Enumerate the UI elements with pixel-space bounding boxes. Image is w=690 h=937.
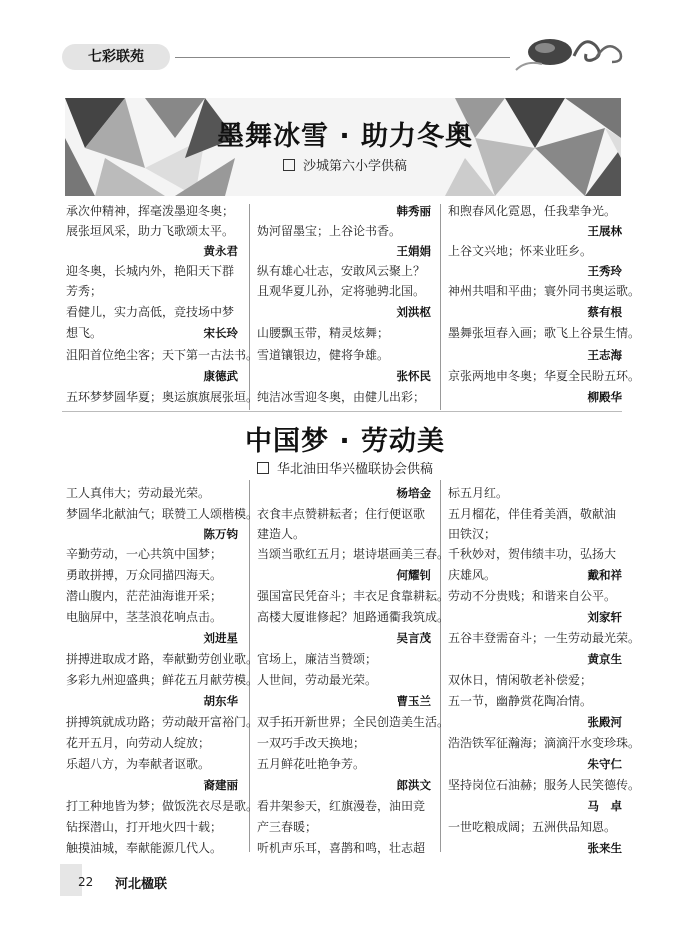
author-name: 刘进星 xyxy=(203,631,238,645)
couplet-line: 听机声乐耳，喜鹊和鸣，壮志超 xyxy=(257,841,426,855)
couplet-line: 触摸油城，奉献能源几代人。 xyxy=(66,841,223,855)
couplet-line: 工人真伟大；劳动最光荣。 xyxy=(66,486,211,500)
couplet-line: 五月榴花，伴佳肴美酒，敬献油 xyxy=(448,507,617,521)
section-tab: 七彩联苑 xyxy=(62,44,170,70)
author-name: 蔡有根 xyxy=(587,305,622,319)
header-rule xyxy=(175,57,510,58)
couplet-line: 高楼大厦谁修起？旭路通衢我筑成。 xyxy=(257,610,450,624)
couplet-line: 打工种地皆为梦；做饭洗衣尽是歌。 xyxy=(66,799,259,813)
author-name: 刘家轩 xyxy=(587,610,622,624)
couplet-line: 神州共唱和平曲；寰外同书奥运歌。 xyxy=(448,284,641,298)
couplet-line: 花开五月，向劳动人绽放； xyxy=(66,736,211,750)
couplet-line: 一世吃粮成阔；五洲供品知恩。 xyxy=(448,820,617,834)
article-1-title: 墨舞冰雪 · 助力冬奥 xyxy=(216,121,474,152)
couplet-line: 田铁汉； xyxy=(448,527,497,541)
author-name: 郎洪文 xyxy=(396,778,431,792)
column-divider xyxy=(440,480,441,852)
author-name: 黄京生 xyxy=(587,652,622,666)
couplet-line: 拼搏筑就成功路；劳动敲开富裕门。 xyxy=(66,715,259,729)
couplet-line: 五月鲜花吐艳争芳。 xyxy=(257,757,366,771)
publication-name: 河北楹联 xyxy=(115,877,168,892)
couplet-line: 五谷丰登需奋斗；一生劳动最光荣。 xyxy=(448,631,641,645)
author-name: 王娟娟 xyxy=(396,244,431,258)
couplet-line: 多彩九州迎盛典；鲜花五月献劳模。 xyxy=(66,673,259,687)
couplet-line: 强国富民凭奋斗；丰衣足食靠耕耘。 xyxy=(257,589,450,603)
author-name: 陈万钧 xyxy=(203,527,238,541)
column-divider xyxy=(440,204,441,410)
couplet-line: 电脑屏中，茎茎浪花响点击。 xyxy=(66,610,223,624)
couplet-line: 钻探潜山，打开地火四十载； xyxy=(66,820,223,834)
couplet-line: 产三春暖； xyxy=(257,820,318,834)
author-name: 曹玉兰 xyxy=(396,694,431,708)
couplet-line: 一双巧手改天换地； xyxy=(257,736,366,750)
couplet-line: 看健儿，实力高低，竞技场中梦 xyxy=(66,305,235,319)
couplet-line: 潜山腹内，茫茫油海谁开采； xyxy=(66,589,223,603)
author-name: 张怀民 xyxy=(396,369,431,383)
couplet-line: 沮阳首位绝尘客；天下第一古法书。 xyxy=(66,348,259,362)
article-1-byline xyxy=(0,155,690,174)
section-divider xyxy=(62,411,622,412)
couplet-line: 官场上，廉洁当赞颂； xyxy=(257,652,378,666)
author-name: 刘洪枢 xyxy=(396,305,431,319)
ink-swirl-decoration xyxy=(508,26,628,76)
couplet-line: 辛勤劳动，一心共筑中国梦； xyxy=(66,547,223,561)
author-name: 柳殿华 xyxy=(587,390,622,404)
couplet-line: 庆雄风。 xyxy=(448,568,497,582)
couplet-line: 看井架参天，红旗漫卷，油田竞 xyxy=(257,799,426,813)
couplet-line: 乐超八方，为奉献者讴歌。 xyxy=(66,757,211,771)
author-name: 康德武 xyxy=(203,369,238,383)
author-name: 朱守仁 xyxy=(587,757,622,771)
couplet-line: 千秋妙对，贺伟绩丰功，弘扬大 xyxy=(448,547,617,561)
couplet-line: 和煦春风化霓恩，任我辈争光。 xyxy=(448,204,617,218)
couplet-line: 双休日，情闲敬老补偿爱； xyxy=(448,673,593,687)
author-name: 王秀玲 xyxy=(587,264,622,278)
couplet-line: 五一节，幽静赏花陶冶情。 xyxy=(448,694,593,708)
couplet-line: 上谷文兴地；怀来业旺乡。 xyxy=(448,244,593,258)
author-name: 张殿河 xyxy=(587,715,622,729)
article-2-byline xyxy=(0,458,690,477)
column-divider xyxy=(249,480,250,852)
couplet-line: 纵有雄心壮志，安敢风云聚上？ xyxy=(257,264,426,278)
page-number: 22 xyxy=(78,875,94,889)
couplet-line: 山腰飘玉带，精灵炫舞； xyxy=(257,326,390,340)
couplet-line: 纯洁冰雪迎冬奥，由健儿出彩； xyxy=(257,390,426,404)
couplet-line: 展张垣风采，助力飞歌颂太平。 xyxy=(66,224,235,238)
checkbox-icon xyxy=(257,462,269,474)
author-name: 杨培金 xyxy=(396,486,431,500)
couplet-line: 梦圆华北献油气；联赞工人颂楷模。 xyxy=(66,507,259,521)
author-name: 何耀钊 xyxy=(396,568,431,582)
byline-text: 沙城第六小学供稿 xyxy=(302,159,407,174)
couplet-line: 且观华夏儿孙，定将驰骋北国。 xyxy=(257,284,426,298)
byline-text: 华北油田华兴楹联协会供稿 xyxy=(276,462,433,477)
couplet-line: 衣食丰点赞耕耘者；住行便讴歌 xyxy=(257,507,426,521)
author-name: 马 卓 xyxy=(587,799,622,813)
author-name: 吴言茂 xyxy=(396,631,431,645)
couplet-line: 迎冬奥，长城内外，艳阳天下群 xyxy=(66,264,235,278)
couplet-line: 劳动不分贵贱；和谐来自公平。 xyxy=(448,589,617,603)
couplet-line: 妫河留墨宝；上谷论书香。 xyxy=(257,224,402,238)
author-name: 张来生 xyxy=(587,841,622,855)
couplet-line: 建造人。 xyxy=(257,527,306,541)
couplet-line: 人世间，劳动最光荣。 xyxy=(257,673,378,687)
author-name: 宋长玲 xyxy=(203,326,238,340)
couplet-line: 墨舞张垣春入画；歌飞上谷景生情。 xyxy=(448,326,641,340)
author-name: 王志海 xyxy=(587,348,622,362)
couplet-line: 京张两地申冬奥；华夏全民盼五环。 xyxy=(448,369,641,383)
author-name: 裔建丽 xyxy=(203,778,238,792)
couplet-line: 五环梦梦圆华夏；奥运旗旗展张垣。 xyxy=(66,390,259,404)
couplet-line: 承次仲精神，挥毫泼墨迎冬奥； xyxy=(66,204,235,218)
couplet-line: 当颂当歌红五月；堪诗堪画美三春。 xyxy=(257,547,450,561)
couplet-line: 双手拓开新世界；全民创造美生活。 xyxy=(257,715,450,729)
author-name: 胡东华 xyxy=(203,694,238,708)
checkbox-icon xyxy=(283,159,295,171)
couplet-line: 勇敢拼搏，万众同描四海天。 xyxy=(66,568,223,582)
couplet-line: 标五月红。 xyxy=(448,486,509,500)
couplet-line: 雪道镶银边，健将争雄。 xyxy=(257,348,390,362)
author-name: 黄永君 xyxy=(203,244,238,258)
column-divider xyxy=(249,204,250,410)
couplet-line: 想飞。 xyxy=(66,326,103,340)
author-name: 王展林 xyxy=(587,224,622,238)
couplet-line: 坚持岗位石油赫；服务人民笑德传。 xyxy=(448,778,641,792)
article-2-title: 中国梦 · 劳动美 xyxy=(244,426,446,457)
couplet-line: 浩浩铁军征瀚海；滴滴汗水变珍珠。 xyxy=(448,736,641,750)
couplet-line: 芳秀； xyxy=(66,284,103,298)
author-name: 韩秀丽 xyxy=(396,204,431,218)
author-name: 戴和祥 xyxy=(587,568,622,582)
couplet-line: 拼搏进取成才路，奉献勤劳创业歌。 xyxy=(66,652,259,666)
